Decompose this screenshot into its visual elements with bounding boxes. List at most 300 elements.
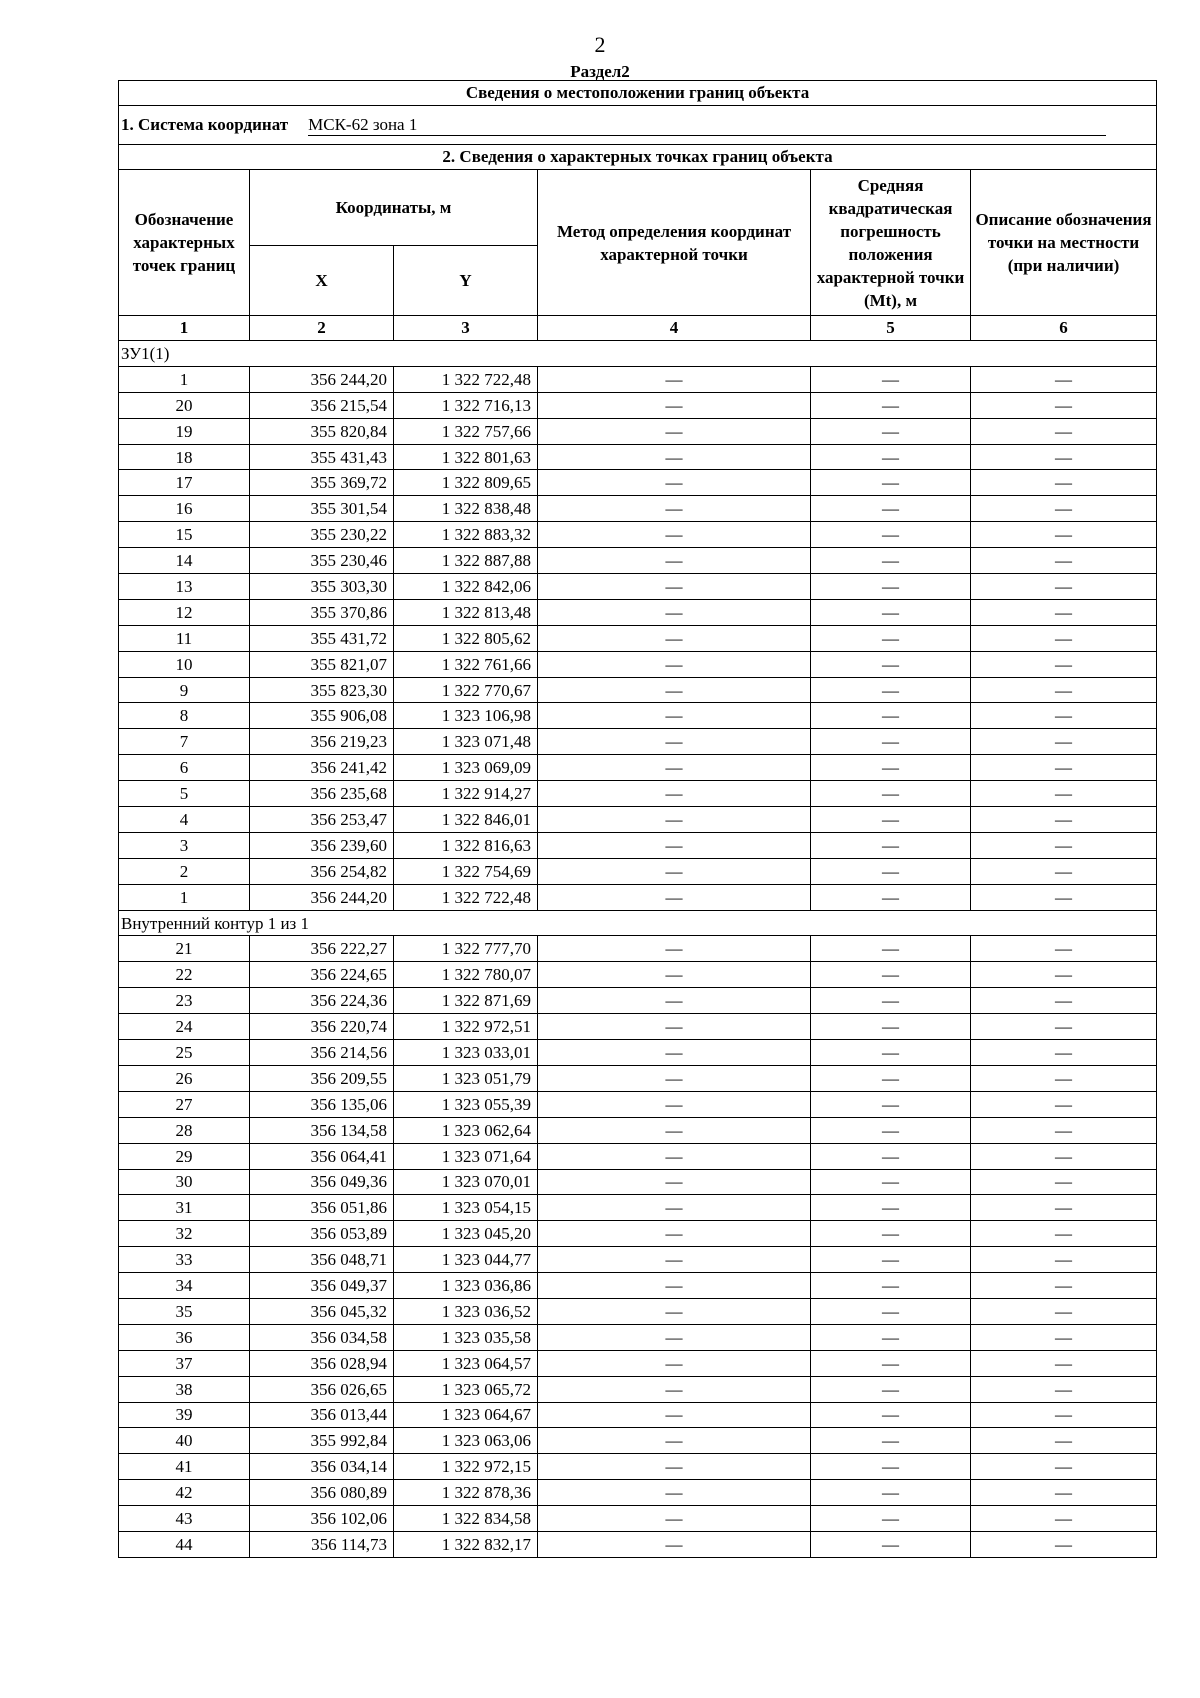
table-row [119, 729, 1157, 755]
error-value: — [811, 522, 971, 548]
error-value: — [811, 1376, 971, 1402]
table-row [119, 1247, 1157, 1273]
point-number: 1 [119, 366, 250, 392]
point-number: 26 [119, 1065, 250, 1091]
coord-y: 1 322 838,48 [394, 496, 538, 522]
error-value: — [811, 1298, 971, 1324]
description-value: — [971, 884, 1157, 910]
table-row [119, 1014, 1157, 1040]
method-value: — [538, 858, 811, 884]
point-number: 6 [119, 755, 250, 781]
error-value: — [811, 832, 971, 858]
coord-x: 356 239,60 [250, 832, 394, 858]
description-value: — [971, 1480, 1157, 1506]
coord-x: 355 820,84 [250, 418, 394, 444]
error-value: — [811, 807, 971, 833]
error-value: — [811, 781, 971, 807]
error-value: — [811, 1221, 971, 1247]
coord-x: 356 219,23 [250, 729, 394, 755]
description-value: — [971, 1143, 1157, 1169]
description-value: — [971, 1091, 1157, 1117]
table-row [119, 574, 1157, 600]
point-number: 35 [119, 1298, 250, 1324]
table-row [119, 1298, 1157, 1324]
coord-y: 1 322 809,65 [394, 470, 538, 496]
description-value: — [971, 1065, 1157, 1091]
coord-x: 356 209,55 [250, 1065, 394, 1091]
method-value: — [538, 1247, 811, 1273]
method-value: — [538, 1169, 811, 1195]
error-value: — [811, 366, 971, 392]
boundary-points-table [118, 80, 1157, 1558]
error-value: — [811, 1040, 971, 1066]
description-value: — [971, 574, 1157, 600]
method-value: — [538, 1298, 811, 1324]
table-row [119, 1350, 1157, 1376]
point-number: 31 [119, 1195, 250, 1221]
point-number: 8 [119, 703, 250, 729]
table-row [119, 1506, 1157, 1532]
table-row [119, 1117, 1157, 1143]
error-value: — [811, 651, 971, 677]
coord-x: 356 135,06 [250, 1091, 394, 1117]
table-row [119, 418, 1157, 444]
error-value: — [811, 625, 971, 651]
error-value: — [811, 1324, 971, 1350]
description-value: — [971, 651, 1157, 677]
table-row [119, 522, 1157, 548]
coord-y: 1 322 757,66 [394, 418, 538, 444]
table-row [119, 548, 1157, 574]
coord-system-value: МСК-62 зона 1 [308, 115, 1106, 136]
method-value: — [538, 962, 811, 988]
coord-x: 356 241,42 [250, 755, 394, 781]
coord-y: 1 323 054,15 [394, 1195, 538, 1221]
header-error: Средняя квадратическая погрешность положения характерной точки (Mt), м [811, 170, 971, 316]
point-number: 10 [119, 651, 250, 677]
coord-y: 1 322 972,51 [394, 1014, 538, 1040]
header-method: Метод определения координат характерной точки [538, 170, 811, 316]
description-value: — [971, 366, 1157, 392]
method-value: — [538, 1324, 811, 1350]
table-title: Сведения о местоположении границ объекта [119, 81, 1157, 106]
coord-y: 1 322 816,63 [394, 832, 538, 858]
coord-y: 1 323 070,01 [394, 1169, 538, 1195]
coord-x: 356 215,54 [250, 392, 394, 418]
coord-x: 355 823,30 [250, 677, 394, 703]
coord-y: 1 322 754,69 [394, 858, 538, 884]
error-value: — [811, 1091, 971, 1117]
table-row [119, 1428, 1157, 1454]
point-number: 20 [119, 392, 250, 418]
method-value: — [538, 1506, 811, 1532]
header-x: X [250, 246, 394, 316]
point-number: 7 [119, 729, 250, 755]
coord-y: 1 323 036,86 [394, 1273, 538, 1299]
description-value: — [971, 807, 1157, 833]
table-row [119, 651, 1157, 677]
coord-x: 355 369,72 [250, 470, 394, 496]
point-number: 33 [119, 1247, 250, 1273]
table-row [119, 832, 1157, 858]
description-value: — [971, 677, 1157, 703]
table-row [119, 1480, 1157, 1506]
error-value: — [811, 1195, 971, 1221]
coord-x: 356 051,86 [250, 1195, 394, 1221]
table-row [119, 677, 1157, 703]
coord-x: 356 048,71 [250, 1247, 394, 1273]
coord-x: 355 992,84 [250, 1428, 394, 1454]
description-value: — [971, 755, 1157, 781]
description-value: — [971, 548, 1157, 574]
error-value: — [811, 574, 971, 600]
point-number: 16 [119, 496, 250, 522]
coord-y: 1 322 846,01 [394, 807, 538, 833]
coord-y: 1 322 972,15 [394, 1454, 538, 1480]
description-value: — [971, 936, 1157, 962]
point-number: 14 [119, 548, 250, 574]
description-value: — [971, 1531, 1157, 1557]
point-number: 12 [119, 599, 250, 625]
point-number: 11 [119, 625, 250, 651]
coord-x: 355 303,30 [250, 574, 394, 600]
coord-x: 356 049,37 [250, 1273, 394, 1299]
description-value: — [971, 1506, 1157, 1532]
group-header-row [119, 910, 1157, 936]
coord-x: 355 431,72 [250, 625, 394, 651]
coord-y: 1 323 064,57 [394, 1350, 538, 1376]
method-value: — [538, 1040, 811, 1066]
description-value: — [971, 858, 1157, 884]
method-value: — [538, 548, 811, 574]
table-row [119, 781, 1157, 807]
coord-y: 1 322 805,62 [394, 625, 538, 651]
table-row [119, 807, 1157, 833]
table-row [119, 1195, 1157, 1221]
table-row [119, 755, 1157, 781]
error-value: — [811, 496, 971, 522]
coord-y: 1 322 842,06 [394, 574, 538, 600]
point-number: 17 [119, 470, 250, 496]
coord-y: 1 323 065,72 [394, 1376, 538, 1402]
header-coords: Координаты, м [250, 170, 538, 246]
table-row [119, 703, 1157, 729]
point-number: 36 [119, 1324, 250, 1350]
coord-y: 1 323 071,48 [394, 729, 538, 755]
table-row [119, 444, 1157, 470]
method-value: — [538, 1350, 811, 1376]
method-value: — [538, 884, 811, 910]
method-value: — [538, 392, 811, 418]
page-number: 2 [594, 32, 606, 57]
description-value: — [971, 444, 1157, 470]
point-number: 40 [119, 1428, 250, 1454]
coord-x: 356 028,94 [250, 1350, 394, 1376]
table-row [119, 1221, 1157, 1247]
method-value: — [538, 1091, 811, 1117]
coord-x: 355 230,46 [250, 548, 394, 574]
description-value: — [971, 1298, 1157, 1324]
method-value: — [538, 574, 811, 600]
coord-x: 356 045,32 [250, 1298, 394, 1324]
coord-y: 1 322 716,13 [394, 392, 538, 418]
coord-y: 1 322 770,67 [394, 677, 538, 703]
group-header-row [119, 341, 1157, 367]
method-value: — [538, 755, 811, 781]
description-value: — [971, 1324, 1157, 1350]
point-number: 25 [119, 1040, 250, 1066]
coord-x: 356 026,65 [250, 1376, 394, 1402]
point-number: 9 [119, 677, 250, 703]
method-value: — [538, 1014, 811, 1040]
table-row [119, 962, 1157, 988]
col-number: 5 [811, 316, 971, 341]
point-number: 41 [119, 1454, 250, 1480]
coord-y: 1 322 722,48 [394, 366, 538, 392]
coord-y: 1 323 106,98 [394, 703, 538, 729]
section-title: Раздел2 [570, 62, 630, 81]
method-value: — [538, 1117, 811, 1143]
coord-x: 356 214,56 [250, 1040, 394, 1066]
table-row [119, 1454, 1157, 1480]
coord-y: 1 323 055,39 [394, 1091, 538, 1117]
description-value: — [971, 522, 1157, 548]
coord-x: 356 253,47 [250, 807, 394, 833]
method-value: — [538, 988, 811, 1014]
error-value: — [811, 599, 971, 625]
method-value: — [538, 418, 811, 444]
table-row [119, 1143, 1157, 1169]
coord-x: 356 244,20 [250, 366, 394, 392]
error-value: — [811, 1506, 971, 1532]
description-value: — [971, 781, 1157, 807]
coord-y: 1 322 801,63 [394, 444, 538, 470]
coord-x: 355 431,43 [250, 444, 394, 470]
method-value: — [538, 677, 811, 703]
point-number: 30 [119, 1169, 250, 1195]
table-row [119, 392, 1157, 418]
coord-y: 1 323 062,64 [394, 1117, 538, 1143]
coord-x: 356 102,06 [250, 1506, 394, 1532]
header-y: Y [394, 246, 538, 316]
method-value: — [538, 599, 811, 625]
description-value: — [971, 832, 1157, 858]
table-row [119, 1091, 1157, 1117]
description-value: — [971, 392, 1157, 418]
col-number: 1 [119, 316, 250, 341]
error-value: — [811, 1454, 971, 1480]
error-value: — [811, 858, 971, 884]
method-value: — [538, 1273, 811, 1299]
coord-x: 356 114,73 [250, 1531, 394, 1557]
header-designation: Обозначение характерных точек границ [119, 170, 250, 316]
coord-x: 356 224,36 [250, 988, 394, 1014]
coord-system-label: 1. Система координат [121, 114, 289, 134]
error-value: — [811, 962, 971, 988]
coord-y: 1 323 044,77 [394, 1247, 538, 1273]
error-value: — [811, 1273, 971, 1299]
description-value: — [971, 625, 1157, 651]
method-value: — [538, 366, 811, 392]
coord-y: 1 322 914,27 [394, 781, 538, 807]
coord-x: 356 220,74 [250, 1014, 394, 1040]
description-value: — [971, 1169, 1157, 1195]
coord-x: 356 049,36 [250, 1169, 394, 1195]
method-value: — [538, 522, 811, 548]
point-number: 18 [119, 444, 250, 470]
description-value: — [971, 1428, 1157, 1454]
point-number: 42 [119, 1480, 250, 1506]
table-row [119, 1065, 1157, 1091]
description-value: — [971, 962, 1157, 988]
method-value: — [538, 625, 811, 651]
point-number: 22 [119, 962, 250, 988]
description-value: — [971, 1014, 1157, 1040]
description-value: — [971, 1273, 1157, 1299]
method-value: — [538, 832, 811, 858]
point-number: 24 [119, 1014, 250, 1040]
table-row [119, 1273, 1157, 1299]
coord-y: 1 322 761,66 [394, 651, 538, 677]
coord-y: 1 323 035,58 [394, 1324, 538, 1350]
method-value: — [538, 1376, 811, 1402]
table-row [119, 625, 1157, 651]
error-value: — [811, 729, 971, 755]
method-value: — [538, 1221, 811, 1247]
method-value: — [538, 781, 811, 807]
coord-y: 1 322 883,32 [394, 522, 538, 548]
description-value: — [971, 1247, 1157, 1273]
description-value: — [971, 988, 1157, 1014]
method-value: — [538, 807, 811, 833]
group-title: ЗУ1(1) [119, 341, 1157, 367]
table-row [119, 1169, 1157, 1195]
method-value: — [538, 936, 811, 962]
description-value: — [971, 1454, 1157, 1480]
description-value: — [971, 470, 1157, 496]
method-value: — [538, 1480, 811, 1506]
method-value: — [538, 651, 811, 677]
error-value: — [811, 988, 971, 1014]
description-value: — [971, 1221, 1157, 1247]
points-title: 2. Сведения о характерных точках границ объекта [119, 145, 1157, 170]
method-value: — [538, 1454, 811, 1480]
point-number: 1 [119, 884, 250, 910]
point-number: 19 [119, 418, 250, 444]
table-row [119, 470, 1157, 496]
method-value: — [538, 1195, 811, 1221]
error-value: — [811, 1117, 971, 1143]
point-number: 29 [119, 1143, 250, 1169]
coord-x: 356 080,89 [250, 1480, 394, 1506]
error-value: — [811, 444, 971, 470]
coord-x: 356 013,44 [250, 1402, 394, 1428]
table-row [119, 1402, 1157, 1428]
header-description: Описание обозначения точки на местности (при наличии) [971, 170, 1157, 316]
point-number: 32 [119, 1221, 250, 1247]
point-number: 13 [119, 574, 250, 600]
coord-system-row [119, 106, 1157, 145]
description-value: — [971, 1117, 1157, 1143]
method-value: — [538, 729, 811, 755]
table-row [119, 988, 1157, 1014]
coord-y: 1 322 780,07 [394, 962, 538, 988]
error-value: — [811, 1428, 971, 1454]
error-value: — [811, 470, 971, 496]
coord-y: 1 322 871,69 [394, 988, 538, 1014]
coord-y: 1 322 832,17 [394, 1531, 538, 1557]
description-value: — [971, 1350, 1157, 1376]
coord-y: 1 322 777,70 [394, 936, 538, 962]
coord-y: 1 323 069,09 [394, 755, 538, 781]
point-number: 34 [119, 1273, 250, 1299]
point-number: 28 [119, 1117, 250, 1143]
description-value: — [971, 1376, 1157, 1402]
coord-y: 1 323 036,52 [394, 1298, 538, 1324]
error-value: — [811, 884, 971, 910]
coord-x: 356 134,58 [250, 1117, 394, 1143]
col-number: 4 [538, 316, 811, 341]
table-row [119, 599, 1157, 625]
method-value: — [538, 1402, 811, 1428]
coord-x: 356 254,82 [250, 858, 394, 884]
method-value: — [538, 444, 811, 470]
description-value: — [971, 729, 1157, 755]
coord-y: 1 323 045,20 [394, 1221, 538, 1247]
coord-x: 355 230,22 [250, 522, 394, 548]
method-value: — [538, 1428, 811, 1454]
coord-x: 356 244,20 [250, 884, 394, 910]
point-number: 21 [119, 936, 250, 962]
coord-y: 1 323 063,06 [394, 1428, 538, 1454]
table-row [119, 1531, 1157, 1557]
coord-x: 356 034,14 [250, 1454, 394, 1480]
error-value: — [811, 755, 971, 781]
method-value: — [538, 1065, 811, 1091]
coord-x: 356 224,65 [250, 962, 394, 988]
col-number: 2 [250, 316, 394, 341]
error-value: — [811, 1169, 971, 1195]
description-value: — [971, 496, 1157, 522]
table-row [119, 884, 1157, 910]
description-value: — [971, 1195, 1157, 1221]
description-value: — [971, 703, 1157, 729]
col-number: 6 [971, 316, 1157, 341]
coord-y: 1 322 887,88 [394, 548, 538, 574]
coord-y: 1 322 722,48 [394, 884, 538, 910]
method-value: — [538, 703, 811, 729]
error-value: — [811, 1247, 971, 1273]
coord-y: 1 323 064,67 [394, 1402, 538, 1428]
coord-x: 355 821,07 [250, 651, 394, 677]
method-value: — [538, 470, 811, 496]
error-value: — [811, 1143, 971, 1169]
method-value: — [538, 1143, 811, 1169]
coord-y: 1 323 051,79 [394, 1065, 538, 1091]
table-row [119, 1324, 1157, 1350]
error-value: — [811, 418, 971, 444]
coord-x: 356 235,68 [250, 781, 394, 807]
error-value: — [811, 1402, 971, 1428]
table-row [119, 496, 1157, 522]
point-number: 5 [119, 781, 250, 807]
coord-y: 1 322 878,36 [394, 1480, 538, 1506]
coord-y: 1 322 834,58 [394, 1506, 538, 1532]
description-value: — [971, 418, 1157, 444]
coord-x: 356 222,27 [250, 936, 394, 962]
coord-y: 1 322 813,48 [394, 599, 538, 625]
coord-x: 355 370,86 [250, 599, 394, 625]
